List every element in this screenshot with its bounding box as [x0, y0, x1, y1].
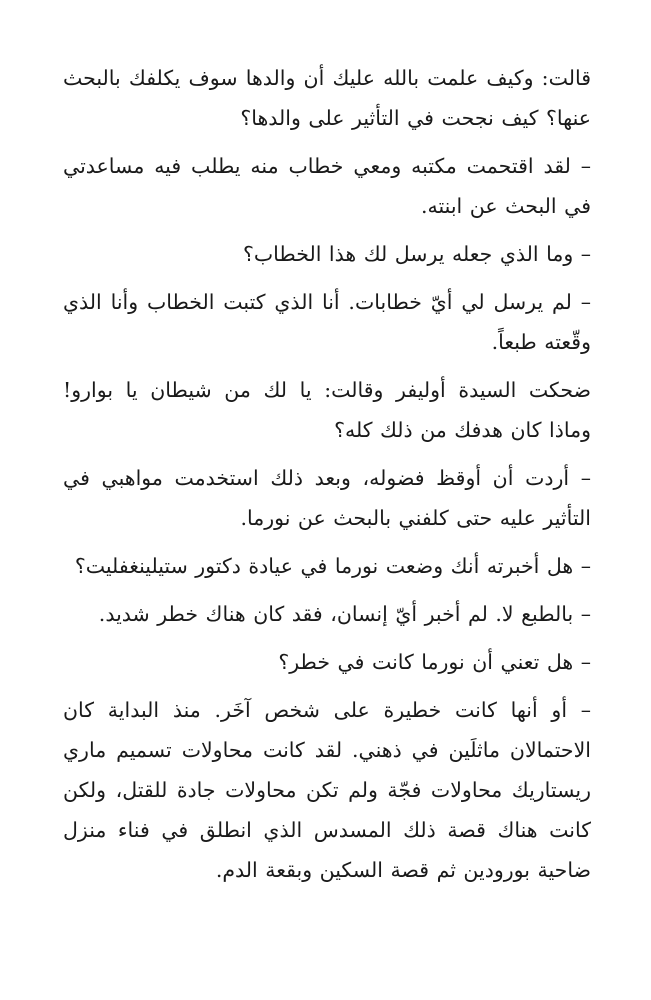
paragraph-3: – وما الذي جعله يرسل لك هذا الخطاب؟ — [242, 242, 591, 266]
paragraph-8: – بالطبع لا. لم أخبر أيّ إنسان، فقد كان هناك خطر شديد. — [98, 602, 591, 626]
paragraph-9: – هل تعني أن نورما كانت في خطر؟ — [278, 650, 591, 674]
paragraph-5: ضحكت السيدة أوليفر وقالت: يا لك من شيطان يا بوارو! وماذا كان هدفك من ذلك كله؟ — [63, 378, 591, 442]
paragraph-6: – أردت أن أوقظ فضوله، وبعد ذلك استخدمت مواهبي في التأثير عليه حتى كلفني بالبحث عن نورما. — [63, 466, 591, 530]
paragraph-2: – لقد اقتحمت مكتبه ومعي خطاب منه يطلب فيه مساعدتي في البحث عن ابنته. — [63, 154, 591, 218]
paragraph-4: – لم يرسل لي أيّ خطابات. أنا الذي كتبت الخطاب وأنا الذي وقّعته طبعاً. — [63, 290, 591, 354]
paragraph-1: قالت: وكيف علمت بالله عليك أن والدها سوف يكلفك بالبحث عنها؟ كيف نجحت في التأثير على والدها؟ — [63, 66, 591, 130]
paragraph-7: – هل أخبرته أنك وضعت نورما في عيادة دكتور ستيلينغفليت؟ — [74, 554, 591, 578]
paragraph-10: – أو أنها كانت خطيرة على شخص آخَر. منذ البداية كان الاحتمالان ماثلَين في ذهني. لقد كانت محاولات تسميم ماري ريستاريك محاولات فجّة ولم تكن محاولات جادة للقتل، ولكن كانت هناك قصة ذلك المسدس الذي انطلق في فناء منزل ضاحية بورودين ثم قصة السكين وبقعة الدم. — [63, 698, 591, 882]
